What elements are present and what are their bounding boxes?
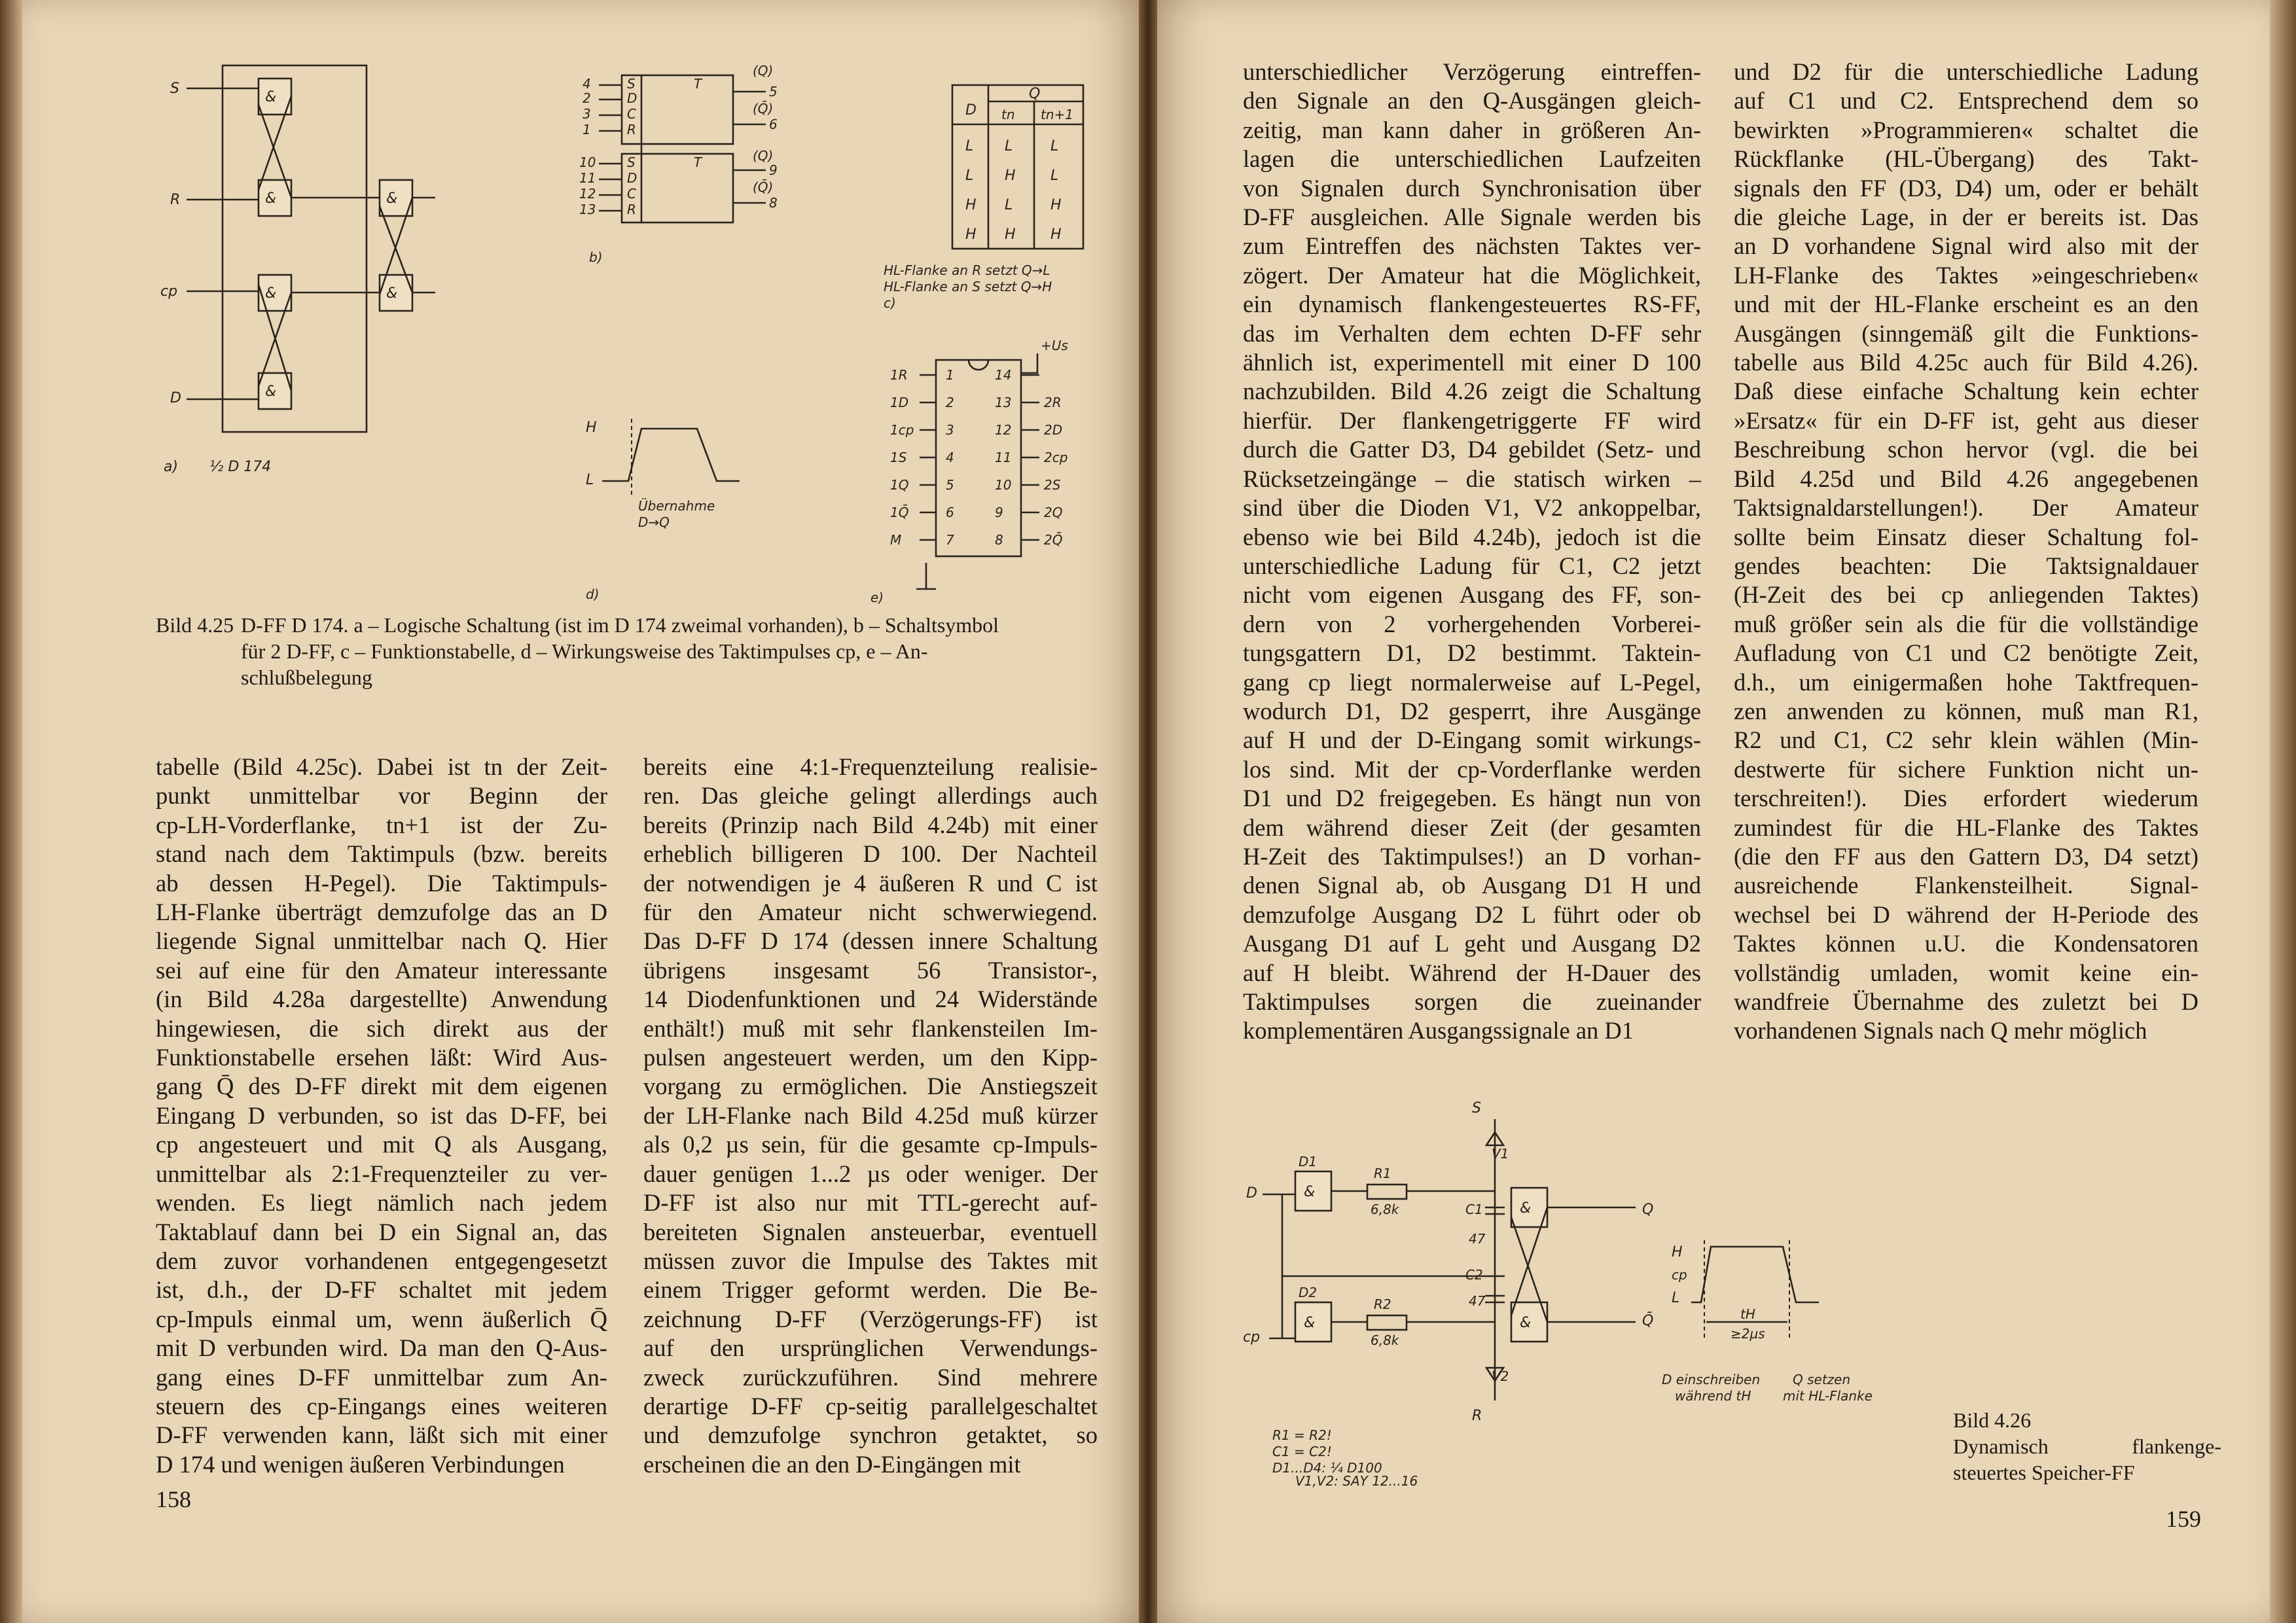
text-line: bereiteten Signalen ansteuerbar, eventuell	[643, 1218, 1098, 1245]
text-line: tungsgattern D1, D2 bestimmt. Taktein-	[1243, 639, 1701, 667]
text-line: einem Trigger geformt werden. Die Be-	[643, 1276, 1098, 1304]
text-line: gang eines D-FF unmittelbar zum An-	[156, 1363, 607, 1391]
text-line: (die den FF aus den Gattern D3, D4 setzt)	[1734, 842, 2198, 870]
svg-text:D: D	[627, 90, 637, 106]
pin-label: 1R	[890, 367, 908, 383]
text-line: demzufolge Ausgang D2 L führt oder ob	[1243, 901, 1701, 928]
svg-text:(Q): (Q)	[753, 148, 774, 164]
svg-text:&: &	[1520, 1315, 1532, 1331]
figure-425d-clock-timing	[576, 399, 759, 609]
fig-a-sub: ½ D 174	[209, 459, 272, 475]
pin-number: 1	[946, 367, 954, 383]
pin-label: 2S	[1044, 477, 1061, 493]
svg-text:H: H	[1672, 1244, 1683, 1260]
svg-text:Q̄: Q̄	[1642, 1313, 1654, 1329]
text-line: Das D-FF D 174 (dessen innere Schaltung	[643, 927, 1098, 955]
svg-text:tH: tH	[1740, 1306, 1755, 1322]
text-line: als 0,2 µs sein, für die gesamte cp-Impuls-	[643, 1131, 1098, 1158]
text-line: Ausgang D1 auf L geht und Ausgang D2	[1243, 930, 1701, 957]
text-line: gang Q̄ des D-FF direkt mit dem eigenen	[156, 1073, 607, 1100]
svg-text:Q setzen: Q setzen	[1793, 1372, 1851, 1387]
pin-label: 1Q	[890, 477, 909, 493]
pin-number: 7	[946, 532, 954, 548]
text-line: derartige D-FF cp-seitig parallelgeschaltet	[643, 1392, 1098, 1419]
svg-text:+Us: +Us	[1041, 338, 1068, 353]
svg-text:tn+1: tn+1	[1041, 107, 1073, 122]
svg-text:T: T	[694, 76, 702, 92]
pin-label: 1S	[890, 450, 907, 465]
text-line: der notwendigen je 4 äußeren R und C ist	[643, 869, 1098, 897]
text-line: terschreiten!). Dies erfordert wiederum	[1734, 785, 2198, 812]
text-line: wechsel bei D während der H-Periode des	[1734, 901, 2198, 928]
svg-text:Übernahme: Übernahme	[638, 498, 715, 514]
text-line: Eingang D verbunden, so ist das D-FF, bei	[156, 1101, 607, 1129]
svg-text:während tH: während tH	[1675, 1388, 1751, 1404]
text-line: denen Signal ab, ob Ausgang D1 H und	[1243, 872, 1701, 899]
text-line: Bild 4.25d und Bild 4.26 angegebenen	[1734, 465, 2198, 492]
fig-e-label: e)	[870, 590, 884, 605]
svg-text:C2: C2	[1465, 1267, 1483, 1283]
text-line: auf den ursprünglichen Verwendungs-	[643, 1334, 1098, 1362]
text-line: nicht vom eigenen Ausgang des FF, son-	[1243, 581, 1701, 609]
text-line: Ausgängen (sinngemäß gilt die Funktions-	[1734, 319, 2198, 347]
svg-text:T: T	[694, 154, 702, 170]
text-line: erheblich billigeren D 100. Der Nachteil	[643, 840, 1098, 868]
pin-number: 5	[946, 477, 954, 493]
svg-text:11: 11	[579, 170, 596, 186]
svg-text:C1 = C2!: C1 = C2!	[1272, 1444, 1332, 1459]
text-line: und D2 für die unterschiedliche Ladung	[1734, 58, 2198, 85]
svg-text:2: 2	[583, 90, 591, 106]
pin-label: 2Q	[1044, 505, 1063, 520]
svg-text:&: &	[265, 285, 277, 302]
text-line: ähnlich ist, experimentell mit einer D 100	[1243, 349, 1701, 376]
input-label-cp: cp	[160, 283, 178, 300]
text-line: erscheinen die an den D-Eingängen mit	[643, 1450, 1021, 1478]
table-cell: L	[1005, 138, 1013, 154]
svg-text:R1 = R2!: R1 = R2!	[1272, 1427, 1332, 1443]
svg-text:6: 6	[769, 116, 778, 132]
svg-text:cp: cp	[1243, 1329, 1261, 1346]
text-line: für den Amateur nicht schwerwiegend.	[643, 899, 1098, 926]
text-line: tabelle (Bild 4.25c). Dabei ist tn der Zeit-	[156, 753, 607, 780]
text-line: vorgang zu ermöglichen. Die Anstiegszeit	[643, 1073, 1098, 1100]
svg-text:&: &	[1304, 1315, 1316, 1331]
text-line: los sind. Mit der cp-Vorderflanke werden	[1243, 755, 1701, 783]
svg-text:Q: Q	[1642, 1202, 1654, 1218]
table-note-2: HL-Flanke an S setzt Q→H	[884, 279, 1052, 294]
svg-text:D1: D1	[1299, 1154, 1318, 1169]
text-line: (H-Zeit des bei cp anliegenden Taktes)	[1734, 581, 2198, 609]
text-line: dem während dieser Zeit (der gesamten	[1243, 813, 1701, 841]
text-line: durch die Gatter D3, D4 gebildet (Setz- und	[1243, 436, 1701, 463]
svg-text:&: &	[386, 285, 398, 302]
text-line: ein dynamisch flankengesteuertes RS-FF,	[1243, 291, 1701, 318]
table-cell: H	[965, 226, 977, 243]
figure-caption-425: Bild 4.25 D-FF D 174. a – Logische Schaltung (ist im D 174 zweimal vorhanden), b – Schaltsymbol für 2 D-FF, c – Funktionstabelle, d – Wirkungsweise des Taktimpulses cp, e – An- schlußbelegung	[156, 613, 999, 689]
text-line: gang cp liegt normalerweise auf L-Pegel,	[1243, 668, 1701, 696]
pin-label: 2cp	[1044, 450, 1068, 465]
book-binding	[1139, 0, 1157, 1623]
pin-label: 2R	[1044, 395, 1062, 410]
svg-text:R1: R1	[1374, 1166, 1391, 1181]
text-line: ab dessen H-Pegel). Die Taktimpuls-	[156, 869, 607, 897]
svg-text:47: 47	[1469, 1231, 1486, 1247]
table-cell: L	[1050, 168, 1059, 184]
figure-426-timing	[1655, 1240, 1884, 1436]
text-line: auf H bleibt. Während der H-Dauer des	[1243, 959, 1701, 986]
text-line: zweck zurückzuführen. Sind mehrere	[643, 1363, 1098, 1391]
pin-number: 11	[995, 450, 1012, 465]
right-page	[1148, 0, 2296, 1623]
right-column-2	[1734, 58, 2198, 1046]
svg-text:&: &	[1304, 1184, 1316, 1200]
text-line: und demzufolge synchron getaktet, so	[643, 1421, 1098, 1449]
pin-number: 10	[995, 477, 1012, 493]
svg-text:R2: R2	[1374, 1296, 1391, 1312]
text-line: Funktionstabelle ersehen läßt: Wird Aus-	[156, 1044, 607, 1071]
table-cell: H	[1050, 226, 1062, 243]
svg-text:10: 10	[579, 154, 596, 170]
figure-caption-426: Bild 4.26 Dynamisch flankenge- steuertes Speicher-FF	[1953, 1408, 2221, 1484]
pin-number: 2	[946, 395, 954, 410]
svg-text:5: 5	[769, 84, 778, 99]
pin-number: 8	[995, 532, 1003, 548]
svg-text:D: D	[965, 102, 977, 118]
svg-text:V1: V1	[1492, 1146, 1509, 1162]
fig-b-label: b)	[589, 249, 603, 265]
text-line: cp angesteuert und mit Q als Ausgang,	[156, 1131, 607, 1158]
svg-text:D: D	[1246, 1185, 1257, 1202]
text-line: signals den FF (D3, D4) um, oder er behält	[1734, 174, 2198, 202]
text-line: ebenso wie bei Bild 4.24b), jedoch ist die	[1243, 523, 1701, 550]
text-line: zumindest für die HL-Flanke des Taktes	[1734, 813, 2198, 841]
text-line: unterschiedliche Ladung für C1, C2 jetzt	[1243, 552, 1701, 579]
text-line: bewirkten »Programmieren« schaltet die	[1734, 116, 2198, 143]
text-line: mit D verbunden wird. Da man den Q-Aus-	[156, 1334, 607, 1362]
text-line: wandfreie Übernahme des zuletzt bei D	[1734, 988, 2198, 1015]
input-label-s: S	[170, 80, 179, 97]
svg-text:&: &	[386, 190, 398, 207]
right-column-1	[1243, 58, 1701, 1046]
text-line: auf H und der D-Eingang somit wirkungs-	[1243, 726, 1701, 754]
text-line: LH-Flanke des Taktes »eingeschrieben«	[1734, 261, 2198, 289]
text-line: dern von 2 vorhergehenden Vorberei-	[1243, 610, 1701, 637]
fig-d-label: d)	[586, 586, 600, 602]
text-line: D-FF ausgleichen. Alle Signale werden bis	[1243, 204, 1701, 231]
text-line: zögert. Der Amateur hat die Möglichkeit,	[1243, 261, 1701, 289]
text-line: zeitig, man kann daher in größeren An-	[1243, 116, 1701, 143]
table-note-1: HL-Flanke an R setzt Q→L	[884, 262, 1050, 278]
text-line: den Signale an den Q-Ausgängen gleich-	[1243, 87, 1701, 115]
svg-text:(Q): (Q)	[753, 63, 774, 79]
svg-text:mit HL-Flanke: mit HL-Flanke	[1783, 1388, 1873, 1404]
table-cell: L	[965, 168, 974, 184]
text-line: der LH-Flanke nach Bild 4.25d muß kürzer	[643, 1101, 1098, 1129]
svg-text:V1,V2: SAY 12...16: V1,V2: SAY 12...16	[1295, 1473, 1418, 1489]
pin-label: 1D	[890, 395, 909, 410]
svg-text:D: D	[627, 170, 637, 186]
text-line: sind über die Dioden V1, V2 ankoppelbar,	[1243, 494, 1701, 522]
text-line: die gleiche Lage, in der er bereits ist. Das	[1734, 204, 2198, 231]
pin-label: 1Q̄	[890, 505, 909, 520]
fig-a-label: a)	[164, 459, 179, 475]
input-label-r: R	[170, 192, 181, 208]
left-column-2	[643, 753, 1098, 1479]
pin-number: 12	[995, 422, 1012, 438]
svg-text:D1...D4: ¼ D100: D1...D4: ¼ D100	[1272, 1460, 1382, 1476]
text-line: ist, d.h., der D-FF schaltet mit jedem	[156, 1276, 607, 1304]
text-line: Daß diese einfache Schaltung kein echter	[1734, 378, 2198, 405]
svg-text:R: R	[1472, 1408, 1482, 1424]
pin-number: 13	[995, 395, 1012, 410]
text-line: d.h., um einigermaßen hohe Taktfrequen-	[1734, 668, 2198, 696]
text-line: und mit der HL-Flanke erscheint es an den	[1734, 291, 2198, 318]
svg-text:1: 1	[583, 122, 591, 137]
text-line: zen anwenden zu können, muß man R1,	[1734, 697, 2198, 724]
text-line: D1 und D2 freigegeben. Es hängt nun von	[1243, 785, 1701, 812]
text-line: D 174 und wenigen äußeren Verbindungen	[156, 1450, 565, 1478]
pin-label: 1cp	[890, 422, 914, 438]
text-line: Rücksetzeingänge – die statisch wirken –	[1243, 465, 1701, 492]
text-line: hierfür. Der flankengetriggerte FF wird	[1243, 406, 1701, 434]
page-number-left: 158	[156, 1486, 191, 1512]
text-line: Taktsignaldarstellungen!). Der Amateur	[1734, 494, 2198, 522]
text-line: Rückflanke (HL-Übergang) des Takt-	[1734, 145, 2198, 173]
page-edge	[0, 0, 22, 1623]
pin-label: M	[890, 532, 902, 548]
figure-426-schematic	[1243, 1093, 1655, 1489]
table-cell: H	[1050, 197, 1062, 213]
svg-text:C1: C1	[1465, 1202, 1483, 1217]
text-line: hingewiesen, die sich direkt aus der	[156, 1014, 607, 1042]
table-cell: H	[965, 197, 977, 213]
svg-text:S: S	[627, 76, 636, 92]
text-line: ren. Das gleiche gelingt allerdings auch	[643, 782, 1098, 810]
text-line: wodurch D1, D2 gesperrt, ihre Ausgänge	[1243, 697, 1701, 724]
svg-text:&: &	[265, 89, 277, 105]
figure-425c-function-table	[877, 72, 1100, 321]
text-line: auf C1 und C2. Entsprechend dem so	[1734, 87, 2198, 115]
text-line: übrigens insgesamt 56 Transistor-,	[643, 956, 1098, 984]
text-line: D-FF verwenden kann, läßt sich mit einer	[156, 1421, 607, 1449]
svg-text:C: C	[627, 106, 636, 122]
svg-text:C: C	[627, 186, 636, 202]
text-line: steuern des cp-Eingangs eines weiteren	[156, 1392, 607, 1419]
pin-number: 4	[946, 450, 954, 465]
text-line: destwerte für sichere Funktion nicht un-	[1734, 755, 2198, 783]
left-column-1	[156, 753, 607, 1479]
text-line: Taktablauf dann bei D ein Signal an, das	[156, 1218, 607, 1245]
svg-text:L: L	[586, 472, 594, 488]
svg-text:6,8k: 6,8k	[1371, 1332, 1399, 1348]
text-line: gendes beachten: Die Taktsignaldauer	[1734, 552, 2198, 579]
svg-text:13: 13	[579, 202, 596, 217]
svg-text:V2: V2	[1492, 1368, 1509, 1384]
text-line: dem zuvor vorhandenen entgegengesetzt	[156, 1247, 607, 1274]
figure-425a-logic-schematic	[157, 59, 465, 478]
text-line: sei auf eine für den Amateur interessante	[156, 956, 607, 984]
text-line: D-FF ist also nur mit TTL-gerecht auf-	[643, 1189, 1098, 1217]
page-number-right: 159	[2166, 1506, 2201, 1532]
svg-text:(Q̄): (Q̄)	[753, 179, 774, 195]
text-line: LH-Flanke überträgt demzufolge das an D	[156, 899, 607, 926]
svg-text:Q: Q	[1029, 86, 1041, 102]
svg-text:H: H	[586, 419, 597, 436]
text-line: pulsen angesteuert werden, um den Kipp-	[643, 1044, 1098, 1071]
text-line: wenden. Es liegt nämlich nach jedem	[156, 1189, 607, 1217]
text-line: müssen zuvor die Impulse des Taktes mit	[643, 1247, 1098, 1274]
svg-text:cp: cp	[1672, 1267, 1687, 1283]
text-line: muß größer sein als die für die vollständige	[1734, 610, 2198, 637]
svg-text:(Q̄): (Q̄)	[753, 101, 774, 116]
svg-text:R: R	[627, 122, 636, 137]
svg-text:12: 12	[579, 186, 596, 202]
svg-text:9: 9	[769, 162, 778, 178]
svg-text:8: 8	[769, 195, 778, 211]
text-line: bereits eine 4:1-Frequenzteilung realisie-	[643, 753, 1098, 780]
text-line: lagen die unterschiedlichen Laufzeiten	[1243, 145, 1701, 173]
text-line: »Ersatz« für ein D-FF ist, geht aus dieser	[1734, 406, 2198, 434]
text-line: Aufladung von C1 und C2 benötigte Zeit,	[1734, 639, 2198, 667]
text-line: unterschiedlicher Verzögerung eintreffen-	[1243, 58, 1701, 85]
svg-text:D2: D2	[1299, 1285, 1318, 1300]
pin-number: 6	[946, 505, 954, 520]
text-line: unmittelbar als 2:1-Frequenzteiler zu ver-	[156, 1160, 607, 1187]
svg-text:D→Q: D→Q	[638, 514, 670, 530]
svg-text:4: 4	[583, 76, 591, 92]
pin-number: 14	[995, 367, 1012, 383]
svg-text:3: 3	[583, 106, 591, 122]
figure-425e-pinout	[864, 334, 1100, 609]
text-line: liegende Signal unmittelbar nach Q. Hier	[156, 927, 607, 955]
text-line: Taktes können u.U. die Kondensatoren	[1734, 930, 2198, 957]
text-line: zum Eintreffen des nächsten Taktes ver-	[1243, 232, 1701, 260]
text-line: nachzubilden. Bild 4.26 zeigt die Schaltung	[1243, 378, 1701, 405]
text-line: das im Verhalten dem echten D-FF sehr	[1243, 319, 1701, 347]
pin-number: 3	[946, 422, 954, 438]
fig-c-label: c)	[884, 295, 896, 311]
svg-text:&: &	[265, 190, 277, 207]
svg-text:6,8k: 6,8k	[1371, 1202, 1399, 1217]
text-line: zeichnung D-FF (Verzögerungs-FF) ist	[643, 1305, 1098, 1332]
text-line: (in Bild 4.28a dargestellte) Anwendung	[156, 986, 607, 1013]
svg-text:≥2µs: ≥2µs	[1731, 1326, 1765, 1342]
pin-label: 2Q̄	[1044, 532, 1063, 548]
svg-text:L: L	[1672, 1290, 1680, 1306]
text-line: sollte beim Einsatz dieser Schaltung fol-	[1734, 523, 2198, 550]
text-line: cp-LH-Vorderflanke, tn+1 ist der Zu-	[156, 811, 607, 838]
svg-text:R: R	[627, 202, 636, 217]
svg-text:S: S	[627, 154, 636, 170]
text-line: R2 und C1, C2 sehr klein wählen (Min-	[1734, 726, 2198, 754]
page-edge	[2270, 0, 2296, 1623]
text-line: enthält!) muß mit sehr flankensteilen Im-	[643, 1014, 1098, 1042]
table-cell: L	[1005, 197, 1013, 213]
text-line: Beschreibung schon hervor (vgl. die bei	[1734, 436, 2198, 463]
text-line: an D vorhandene Signal wird also mit der	[1734, 232, 2198, 260]
text-line: 14 Diodenfunktionen und 24 Widerstände	[643, 986, 1098, 1013]
table-cell: H	[1005, 168, 1016, 184]
text-line: stand nach dem Taktimpuls (bzw. bereits	[156, 840, 607, 868]
pin-label: 2D	[1044, 422, 1063, 438]
table-cell: H	[1005, 226, 1016, 243]
text-line: vollständig umladen, womit keine ein-	[1734, 959, 2198, 986]
text-line: Taktimpulses sorgen die zueinander	[1243, 988, 1701, 1015]
pin-number: 9	[995, 505, 1003, 520]
input-label-d: D	[170, 390, 181, 406]
svg-text:tn: tn	[1001, 107, 1015, 122]
text-line: von Signalen durch Synchronisation über	[1243, 174, 1701, 202]
table-cell: L	[1050, 138, 1059, 154]
svg-text:D einschreiben: D einschreiben	[1662, 1372, 1761, 1387]
text-line: punkt unmittelbar vor Beginn der	[156, 782, 607, 810]
svg-text:&: &	[1520, 1200, 1532, 1217]
text-line: tabelle aus Bild 4.25c auch für Bild 4.26).	[1734, 349, 2198, 376]
text-line: bereits (Prinzip nach Bild 4.24b) mit einer	[643, 811, 1098, 838]
svg-text:47: 47	[1469, 1293, 1486, 1309]
text-line: vorhandenen Signals nach Q mehr möglich	[1734, 1017, 2147, 1044]
text-line: cp-Impuls einmal um, wenn äußerlich Q̄	[156, 1305, 607, 1332]
svg-text:S: S	[1472, 1100, 1481, 1116]
text-line: komplementären Ausgangssignale an D1	[1243, 1017, 1634, 1044]
svg-text:&: &	[265, 383, 277, 400]
figure-425b-symbol	[576, 62, 798, 272]
text-line: H-Zeit des Taktimpulses!) an D vorhan-	[1243, 842, 1701, 870]
text-line: ausreichende Flankensteilheit. Signal-	[1734, 872, 2198, 899]
text-line: dauer genügen 1...2 µs oder weniger. Der	[643, 1160, 1098, 1187]
table-cell: L	[965, 138, 974, 154]
